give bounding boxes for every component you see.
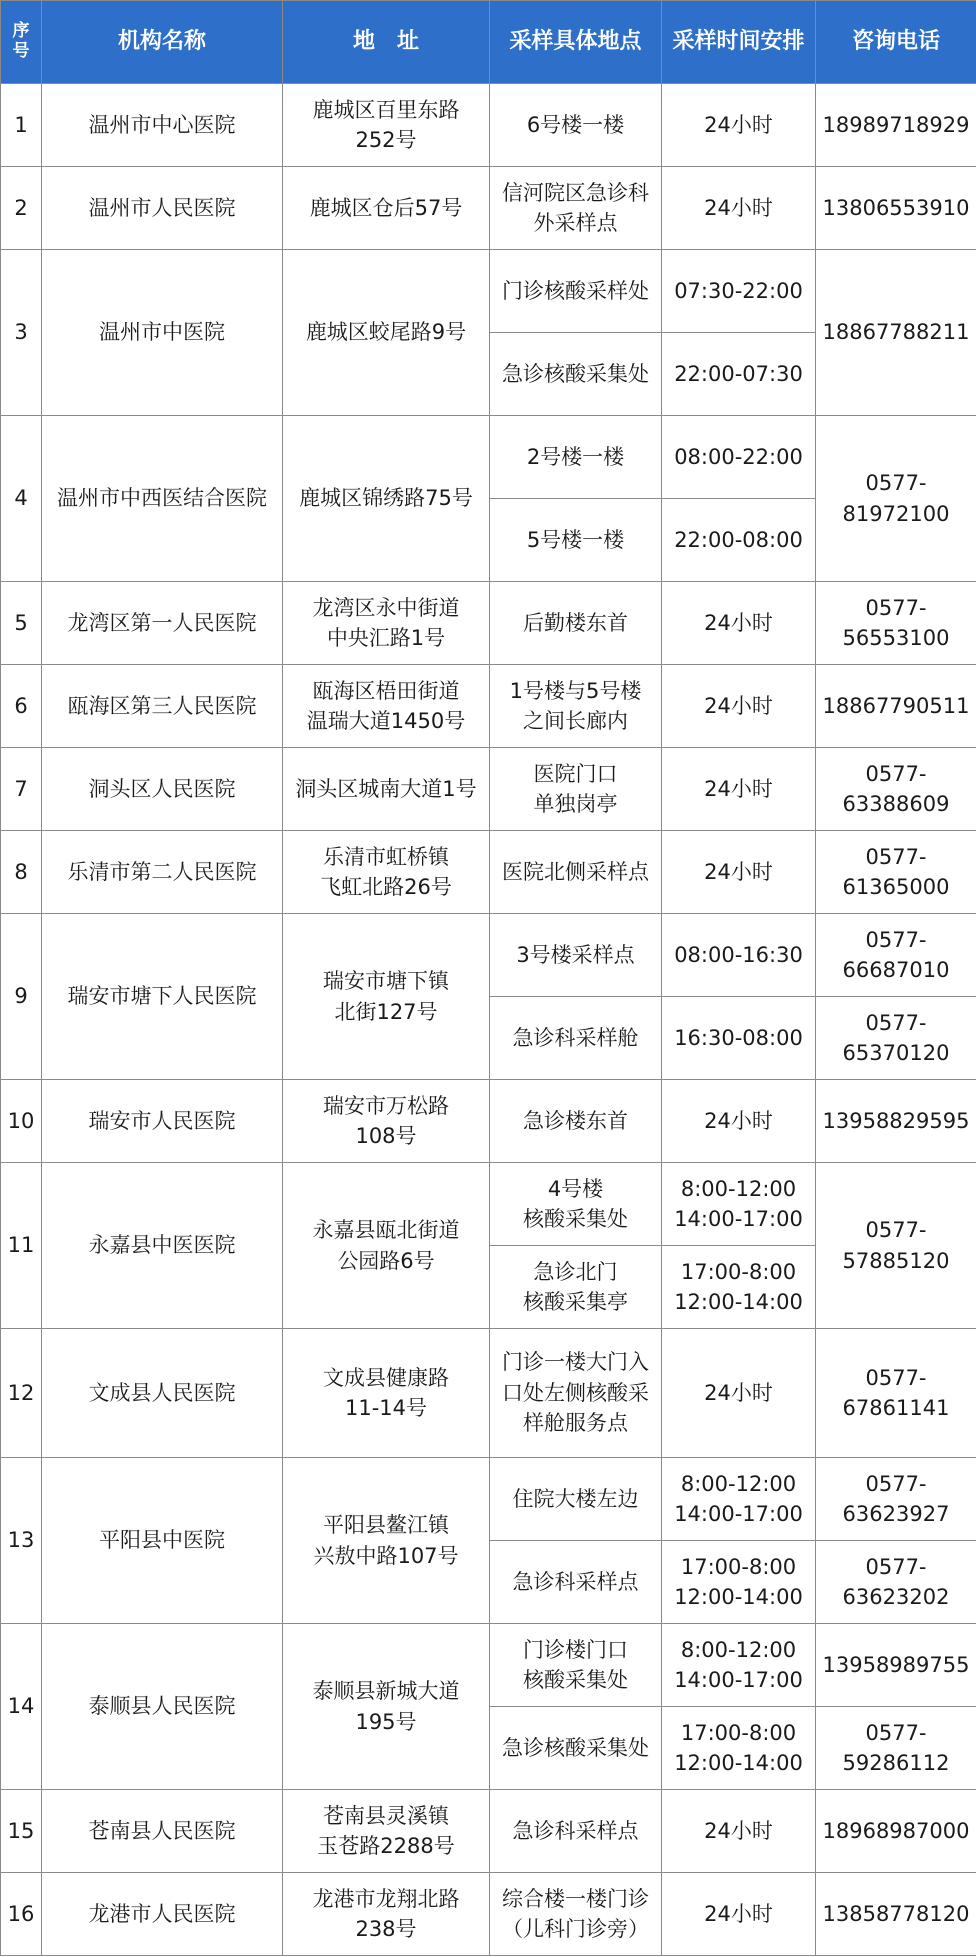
sampling-time: 24小时 — [662, 665, 816, 748]
phone: 18867790511 — [816, 665, 976, 748]
address: 文成县健康路 11-14号 — [283, 1329, 490, 1458]
table-row — [1, 748, 976, 831]
institution-name: 温州市中医院 — [42, 250, 283, 416]
address: 洞头区城南大道1号 — [283, 748, 490, 831]
sampling-time: 24小时 — [662, 748, 816, 831]
row-no: 7 — [1, 748, 42, 831]
row-no: 8 — [1, 831, 42, 914]
address: 鹿城区百里东路 252号 — [283, 84, 490, 167]
sampling-site: 1号楼与5号楼 之间长廊内 — [490, 665, 662, 748]
header-no: 序 号 — [1, 1, 42, 84]
institution-name: 瓯海区第三人民医院 — [42, 665, 283, 748]
row-no: 2 — [1, 167, 42, 250]
phone: 0577- 66687010 — [816, 914, 976, 997]
sampling-time: 8:00-12:00 14:00-17:00 — [662, 1163, 816, 1246]
row-no: 10 — [1, 1080, 42, 1163]
phone: 0577- 65370120 — [816, 997, 976, 1080]
institution-name: 乐清市第二人民医院 — [42, 831, 283, 914]
sampling-time: 16:30-08:00 — [662, 997, 816, 1080]
table-row — [1, 84, 976, 167]
table-row — [1, 1329, 976, 1458]
sampling-site: 2号楼一楼 — [490, 416, 662, 499]
sampling-site: 4号楼 核酸采集处 — [490, 1163, 662, 1246]
sampling-time: 24小时 — [662, 1790, 816, 1873]
sampling-time: 08:00-16:30 — [662, 914, 816, 997]
row-no: 12 — [1, 1329, 42, 1458]
table-row — [1, 914, 976, 997]
sampling-site: 门诊楼门口 核酸采集处 — [490, 1624, 662, 1707]
sampling-time: 17:00-8:00 12:00-14:00 — [662, 1707, 816, 1790]
sampling-site: 信河院区急诊科 外采样点 — [490, 167, 662, 250]
sampling-site: 3号楼采样点 — [490, 914, 662, 997]
institution-name: 温州市中心医院 — [42, 84, 283, 167]
address: 泰顺县新城大道 195号 — [283, 1624, 490, 1790]
institution-name: 龙湾区第一人民医院 — [42, 582, 283, 665]
phone: 18989718929 — [816, 84, 976, 167]
sampling-site: 急诊科采样点 — [490, 1541, 662, 1624]
sampling-site: 医院北侧采样点 — [490, 831, 662, 914]
institution-name: 瑞安市人民医院 — [42, 1080, 283, 1163]
sampling-site: 5号楼一楼 — [490, 499, 662, 582]
table-row — [1, 1458, 976, 1541]
address: 平阳县鳌江镇 兴敖中路107号 — [283, 1458, 490, 1624]
sampling-time: 22:00-07:30 — [662, 333, 816, 416]
address: 龙湾区永中街道 中央汇路1号 — [283, 582, 490, 665]
row-no: 16 — [1, 1873, 42, 1956]
phone: 18968987000 — [816, 1790, 976, 1873]
phone: 0577- 61365000 — [816, 831, 976, 914]
header-row — [1, 1, 976, 84]
table-row — [1, 665, 976, 748]
table-row — [1, 1624, 976, 1707]
phone: 0577- 59286112 — [816, 1707, 976, 1790]
sampling-site: 6号楼一楼 — [490, 84, 662, 167]
institution-name: 平阳县中医院 — [42, 1458, 283, 1624]
institution-name: 文成县人民医院 — [42, 1329, 283, 1458]
header-name: 机构名称 — [42, 1, 283, 84]
sampling-time: 8:00-12:00 14:00-17:00 — [662, 1458, 816, 1541]
header-site: 采样具体地点 — [490, 1, 662, 84]
table-row — [1, 831, 976, 914]
institution-name: 温州市人民医院 — [42, 167, 283, 250]
sampling-time: 24小时 — [662, 831, 816, 914]
sampling-site: 门诊核酸采样处 — [490, 250, 662, 333]
phone: 13858778120 — [816, 1873, 976, 1956]
address: 苍南县灵溪镇 玉苍路2288号 — [283, 1790, 490, 1873]
phone: 0577- 81972100 — [816, 416, 976, 582]
sampling-time: 24小时 — [662, 1873, 816, 1956]
sampling-time: 24小时 — [662, 1080, 816, 1163]
table-row — [1, 250, 976, 333]
table-row — [1, 167, 976, 250]
phone: 0577- 56553100 — [816, 582, 976, 665]
table-row — [1, 416, 976, 499]
sampling-site: 急诊科采样舱 — [490, 997, 662, 1080]
row-no: 14 — [1, 1624, 42, 1790]
phone: 0577- 63623927 — [816, 1458, 976, 1541]
header-time: 采样时间安排 — [662, 1, 816, 84]
phone: 0577- 63388609 — [816, 748, 976, 831]
table-row — [1, 1790, 976, 1873]
sampling-time: 08:00-22:00 — [662, 416, 816, 499]
row-no: 13 — [1, 1458, 42, 1624]
phone: 13958989755 — [816, 1624, 976, 1707]
row-no: 15 — [1, 1790, 42, 1873]
sampling-site: 住院大楼左边 — [490, 1458, 662, 1541]
sampling-time: 24小时 — [662, 1329, 816, 1458]
address: 瑞安市万松路 108号 — [283, 1080, 490, 1163]
address: 鹿城区蛟尾路9号 — [283, 250, 490, 416]
phone: 18867788211 — [816, 250, 976, 416]
sampling-site: 后勤楼东首 — [490, 582, 662, 665]
sampling-site: 急诊科采样点 — [490, 1790, 662, 1873]
row-no: 3 — [1, 250, 42, 416]
phone: 13958829595 — [816, 1080, 976, 1163]
sampling-site: 综合楼一楼门诊 （儿科门诊旁） — [490, 1873, 662, 1956]
sampling-site: 急诊楼东首 — [490, 1080, 662, 1163]
sampling-time: 22:00-08:00 — [662, 499, 816, 582]
sampling-site: 门诊一楼大门入 口处左侧核酸采 样舱服务点 — [490, 1329, 662, 1458]
table-row — [1, 1163, 976, 1246]
row-no: 1 — [1, 84, 42, 167]
sampling-time: 8:00-12:00 14:00-17:00 — [662, 1624, 816, 1707]
row-no: 6 — [1, 665, 42, 748]
phone: 0577- 57885120 — [816, 1163, 976, 1329]
table-row — [1, 582, 976, 665]
table-row — [1, 1873, 976, 1956]
row-no: 11 — [1, 1163, 42, 1329]
sampling-time: 07:30-22:00 — [662, 250, 816, 333]
institution-name: 瑞安市塘下人民医院 — [42, 914, 283, 1080]
phone: 0577- 67861141 — [816, 1329, 976, 1458]
sampling-time: 24小时 — [662, 582, 816, 665]
sampling-site: 急诊北门 核酸采集亭 — [490, 1246, 662, 1329]
table-row — [1, 1080, 976, 1163]
address: 瓯海区梧田街道 温瑞大道1450号 — [283, 665, 490, 748]
sampling-site: 医院门口 单独岗亭 — [490, 748, 662, 831]
sampling-time: 24小时 — [662, 167, 816, 250]
sampling-site: 急诊核酸采集处 — [490, 1707, 662, 1790]
address: 瑞安市塘下镇 北街127号 — [283, 914, 490, 1080]
institution-name: 永嘉县中医医院 — [42, 1163, 283, 1329]
address: 永嘉县瓯北街道 公园路6号 — [283, 1163, 490, 1329]
row-no: 4 — [1, 416, 42, 582]
address: 鹿城区仓后57号 — [283, 167, 490, 250]
address: 乐清市虹桥镇 飞虹北路26号 — [283, 831, 490, 914]
sampling-site: 急诊核酸采集处 — [490, 333, 662, 416]
address: 鹿城区锦绣路75号 — [283, 416, 490, 582]
address: 龙港市龙翔北路 238号 — [283, 1873, 490, 1956]
row-no: 5 — [1, 582, 42, 665]
phone: 13806553910 — [816, 167, 976, 250]
institution-name: 泰顺县人民医院 — [42, 1624, 283, 1790]
phone: 0577- 63623202 — [816, 1541, 976, 1624]
institution-name: 温州市中西医结合医院 — [42, 416, 283, 582]
sampling-time: 24小时 — [662, 84, 816, 167]
institution-name: 龙港市人民医院 — [42, 1873, 283, 1956]
header-phone: 咨询电话 — [816, 1, 976, 84]
institution-name: 苍南县人民医院 — [42, 1790, 283, 1873]
row-no: 9 — [1, 914, 42, 1080]
sampling-time: 17:00-8:00 12:00-14:00 — [662, 1246, 816, 1329]
header-address: 地 址 — [283, 1, 490, 84]
institution-name: 洞头区人民医院 — [42, 748, 283, 831]
sampling-time: 17:00-8:00 12:00-14:00 — [662, 1541, 816, 1624]
